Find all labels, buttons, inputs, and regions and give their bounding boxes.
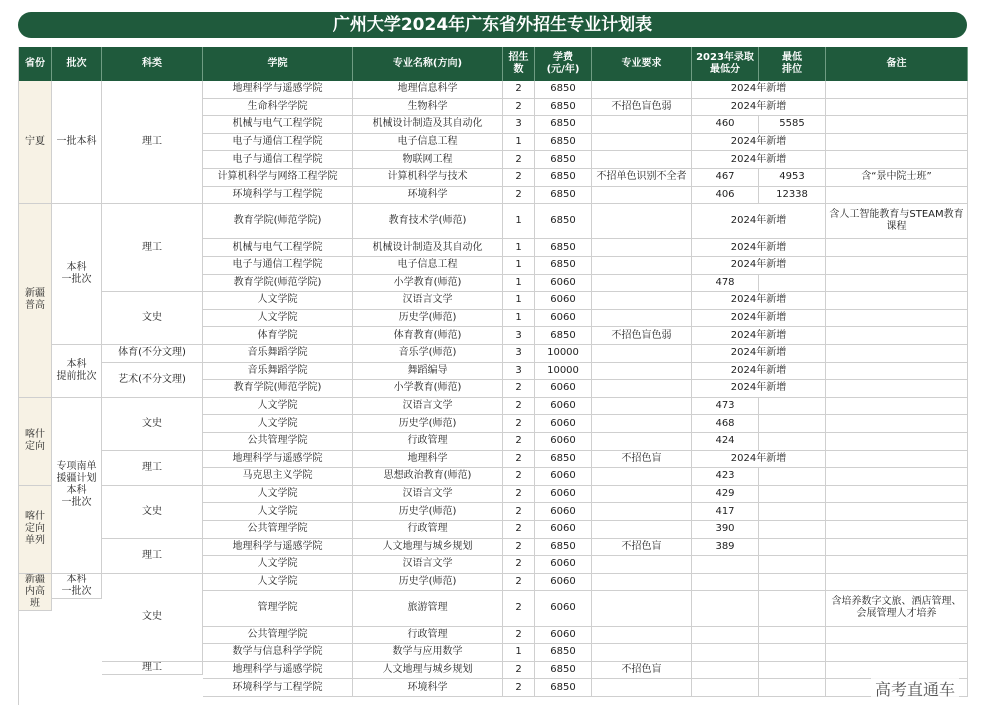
quota-cell: 2 [503,169,535,187]
tuition-cell: 6060 [535,503,592,521]
new-2024-cell: 2024年新增 [692,451,826,469]
category-cell: 艺术(不分文理) [102,363,203,398]
tuition-cell: 6060 [535,468,592,486]
college-cell: 人文学院 [203,503,353,521]
remarks-cell [826,310,968,328]
tuition-cell: 6850 [535,169,592,187]
requirement-cell: 不招单色识别不全者 [592,169,692,187]
quota-cell: 2 [503,468,535,486]
category-cell: 体育(不分文理) [102,345,203,363]
college-cell: 公共管理学院 [203,433,353,451]
min-rank-cell [759,503,826,521]
major-cell: 教育技术学(师范) [353,204,503,239]
requirement-cell [592,398,692,416]
tuition-cell: 6060 [535,380,592,398]
quota-cell: 2 [503,398,535,416]
requirement-cell [592,486,692,504]
college-cell: 地理科学与遥感学院 [203,451,353,469]
quota-cell: 1 [503,204,535,239]
min-score-cell: 417 [692,503,759,521]
major-cell: 计算机科学与技术 [353,169,503,187]
college-cell: 环境科学与工程学院 [203,679,353,697]
major-cell: 历史学(师范) [353,503,503,521]
major-cell: 旅游管理 [353,591,503,626]
major-cell: 历史学(师范) [353,415,503,433]
header-min-score-2023: 2023年录取 最低分 [692,47,759,81]
header-quota: 招生数 [503,47,535,81]
remarks-cell [826,644,968,662]
major-cell: 行政管理 [353,433,503,451]
tuition-cell: 6060 [535,415,592,433]
min-rank-cell [759,539,826,557]
category-cell: 文史 [102,486,203,539]
remarks-cell [826,468,968,486]
min-rank-cell [759,433,826,451]
remarks-cell [826,380,968,398]
quota-cell: 1 [503,239,535,257]
major-cell: 地理信息科学 [353,81,503,99]
college-cell: 人文学院 [203,574,353,592]
quota-cell: 2 [503,81,535,99]
remarks-cell [826,292,968,310]
header-remarks: 备注 [826,47,968,81]
category-cell: 文史 [102,398,203,451]
college-cell: 马克思主义学院 [203,468,353,486]
major-cell: 行政管理 [353,627,503,645]
remarks-cell [826,187,968,205]
college-cell: 体育学院 [203,327,353,345]
remarks-cell [826,257,968,275]
new-2024-cell: 2024年新增 [692,380,826,398]
requirement-cell [592,679,692,697]
tuition-cell: 10000 [535,345,592,363]
min-score-cell: 467 [692,169,759,187]
tuition-cell: 6850 [535,151,592,169]
major-cell: 物联网工程 [353,151,503,169]
major-cell: 数学与应用数学 [353,644,503,662]
requirement-cell [592,151,692,169]
major-cell: 体育教育(师范) [353,327,503,345]
college-cell: 人文学院 [203,310,353,328]
remarks-cell [826,539,968,557]
min-score-cell: 473 [692,398,759,416]
enrollment-plan-table [18,47,968,705]
requirement-cell [592,187,692,205]
college-cell: 机械与电气工程学院 [203,239,353,257]
tuition-cell: 6850 [535,257,592,275]
college-cell: 电子与通信工程学院 [203,257,353,275]
min-rank-cell [759,468,826,486]
college-cell: 生命科学学院 [203,99,353,117]
major-cell: 环境科学 [353,187,503,205]
remarks-cell [826,345,968,363]
tuition-cell: 6060 [535,556,592,574]
college-cell: 地理科学与遥感学院 [203,539,353,557]
quota-cell: 2 [503,521,535,539]
major-cell: 音乐学(师范) [353,345,503,363]
batch-cell: 本科 一批次 [52,574,102,599]
new-2024-cell: 2024年新增 [692,363,826,381]
college-cell: 环境科学与工程学院 [203,187,353,205]
min-score-cell: 389 [692,539,759,557]
new-2024-cell: 2024年新增 [692,151,826,169]
requirement-cell [592,644,692,662]
category-cell: 理工 [102,451,203,486]
remarks-cell [826,451,968,469]
quota-cell: 2 [503,187,535,205]
province-cell: 宁夏 [19,81,52,204]
min-score-cell: 478 [692,275,759,293]
header-requirement: 专业要求 [592,47,692,81]
requirement-cell [592,239,692,257]
requirement-cell [592,556,692,574]
college-cell: 人文学院 [203,415,353,433]
min-score-cell: 406 [692,187,759,205]
college-cell: 人文学院 [203,292,353,310]
college-cell: 地理科学与遥感学院 [203,662,353,680]
tuition-cell: 6850 [535,187,592,205]
min-score-cell: 424 [692,433,759,451]
min-score-cell [692,679,759,697]
remarks-cell: 含人工智能教育与STEAM教育课程 [826,204,968,239]
tuition-cell: 6850 [535,539,592,557]
requirement-cell [592,415,692,433]
header-batch: 批次 [52,47,102,81]
requirement-cell [592,134,692,152]
min-rank-cell [759,574,826,592]
tuition-cell: 6060 [535,486,592,504]
college-cell: 数学与信息科学学院 [203,644,353,662]
remarks-cell [826,239,968,257]
min-score-cell [692,574,759,592]
quota-cell: 2 [503,627,535,645]
college-cell: 管理学院 [203,591,353,626]
major-cell: 电子信息工程 [353,134,503,152]
min-rank-cell [759,275,826,293]
college-cell: 地理科学与遥感学院 [203,81,353,99]
college-cell: 人文学院 [203,556,353,574]
header-min-rank: 最低 排位 [759,47,826,81]
major-cell: 生物科学 [353,99,503,117]
quota-cell: 2 [503,151,535,169]
college-cell: 公共管理学院 [203,627,353,645]
requirement-cell [592,345,692,363]
tuition-cell: 6850 [535,204,592,239]
quota-cell: 2 [503,591,535,626]
college-cell: 计算机科学与网络工程学院 [203,169,353,187]
tuition-cell: 6850 [535,134,592,152]
min-score-cell: 468 [692,415,759,433]
college-cell: 音乐舞蹈学院 [203,345,353,363]
tuition-cell: 10000 [535,363,592,381]
min-rank-cell [759,521,826,539]
new-2024-cell: 2024年新增 [692,99,826,117]
requirement-cell [592,627,692,645]
requirement-cell: 不招色盲色弱 [592,327,692,345]
quota-cell: 2 [503,380,535,398]
min-score-cell: 423 [692,468,759,486]
major-cell: 思想政治教育(师范) [353,468,503,486]
batch-cell: 本科 一批次 [52,204,102,345]
min-rank-cell [759,644,826,662]
quota-cell: 2 [503,539,535,557]
college-cell: 音乐舞蹈学院 [203,363,353,381]
requirement-cell [592,257,692,275]
header-college: 学院 [203,47,353,81]
quota-cell: 2 [503,99,535,117]
new-2024-cell: 2024年新增 [692,327,826,345]
remarks-cell [826,134,968,152]
requirement-cell: 不招色盲 [592,539,692,557]
college-cell: 教育学院(师范学院) [203,204,353,239]
quota-cell: 2 [503,433,535,451]
major-cell: 小学教育(师范) [353,275,503,293]
college-cell: 机械与电气工程学院 [203,116,353,134]
province-cell: 喀什 定向 单列 [19,486,52,574]
tuition-cell: 6060 [535,433,592,451]
remarks-cell [826,521,968,539]
requirement-cell [592,468,692,486]
requirement-cell [592,310,692,328]
min-score-cell: 429 [692,486,759,504]
min-rank-cell [759,556,826,574]
requirement-cell [592,574,692,592]
min-score-cell [692,644,759,662]
quota-cell: 2 [503,679,535,697]
remarks-cell [826,327,968,345]
tuition-cell: 6850 [535,679,592,697]
category-cell: 理工 [102,539,203,574]
major-cell: 机械设计制造及其自动化 [353,116,503,134]
major-cell: 地理科学 [353,451,503,469]
remarks-cell [826,275,968,293]
tuition-cell: 6850 [535,239,592,257]
requirement-cell [592,292,692,310]
new-2024-cell: 2024年新增 [692,204,826,239]
tuition-cell: 6850 [535,99,592,117]
remarks-cell [826,415,968,433]
requirement-cell: 不招色盲 [592,662,692,680]
major-cell: 历史学(师范) [353,574,503,592]
requirement-cell [592,433,692,451]
batch-cell: 专项南单 援疆计划 本科 一批次 [52,398,102,574]
tuition-cell: 6850 [535,116,592,134]
min-rank-cell [759,486,826,504]
major-cell: 机械设计制造及其自动化 [353,239,503,257]
major-cell: 汉语言文学 [353,556,503,574]
remarks-cell [826,556,968,574]
min-score-cell [692,556,759,574]
requirement-cell: 不招色盲色弱 [592,99,692,117]
min-score-cell [692,591,759,626]
tuition-cell: 6060 [535,398,592,416]
remarks-cell [826,116,968,134]
remarks-cell [826,398,968,416]
quota-cell: 2 [503,415,535,433]
quota-cell: 3 [503,116,535,134]
header-province: 省份 [19,47,52,81]
major-cell: 电子信息工程 [353,257,503,275]
min-rank-cell [759,591,826,626]
tuition-cell: 6060 [535,310,592,328]
category-cell: 理工 [102,204,203,292]
quota-cell: 2 [503,451,535,469]
major-cell: 行政管理 [353,521,503,539]
quota-cell: 1 [503,310,535,328]
header-tuition: 学费 (元/年) [535,47,592,81]
remarks-cell [826,433,968,451]
major-cell: 人文地理与城乡规划 [353,539,503,557]
major-cell: 汉语言文学 [353,398,503,416]
tuition-cell: 6060 [535,275,592,293]
batch-cell: 一批本科 [52,81,102,204]
major-cell: 汉语言文学 [353,292,503,310]
quota-cell: 1 [503,275,535,293]
quota-cell: 1 [503,292,535,310]
min-score-cell [692,627,759,645]
min-rank-cell [759,627,826,645]
min-score-cell: 390 [692,521,759,539]
tuition-cell: 6060 [535,574,592,592]
requirement-cell [592,503,692,521]
category-cell: 理工 [102,662,203,675]
category-cell: 理工 [102,81,203,204]
quota-cell: 2 [503,556,535,574]
requirement-cell [592,204,692,239]
quota-cell: 3 [503,345,535,363]
new-2024-cell: 2024年新增 [692,345,826,363]
category-cell: 文史 [102,292,203,345]
min-score-cell: 460 [692,116,759,134]
remarks-cell [826,627,968,645]
min-rank-cell [759,679,826,697]
province-cell: 新疆 内高 班 [19,574,52,611]
remarks-cell: 含“景中院士班” [826,169,968,187]
requirement-cell [592,380,692,398]
tuition-cell: 6850 [535,451,592,469]
province-cell: 新疆 普高 [19,204,52,398]
requirement-cell: 不招色盲 [592,451,692,469]
major-cell: 历史学(师范) [353,310,503,328]
requirement-cell [592,81,692,99]
college-cell: 人文学院 [203,486,353,504]
quota-cell: 2 [503,486,535,504]
remarks-cell [826,99,968,117]
remarks-cell [826,81,968,99]
requirement-cell [592,275,692,293]
remarks-cell: 含培养数字文旅、酒店管理、会展管理人才培养 [826,591,968,626]
quota-cell: 1 [503,134,535,152]
min-score-cell [692,662,759,680]
watermark: 高考直通车 [871,676,959,701]
tuition-cell: 6850 [535,644,592,662]
college-cell: 公共管理学院 [203,521,353,539]
new-2024-cell: 2024年新增 [692,292,826,310]
min-rank-cell: 5585 [759,116,826,134]
remarks-cell [826,151,968,169]
tuition-cell: 6850 [535,81,592,99]
college-cell: 教育学院(师范学院) [203,380,353,398]
requirement-cell [592,363,692,381]
tuition-cell: 6060 [535,292,592,310]
tuition-cell: 6060 [535,591,592,626]
remarks-cell [826,503,968,521]
new-2024-cell: 2024年新增 [692,257,826,275]
min-rank-cell [759,662,826,680]
quota-cell: 2 [503,662,535,680]
quota-cell: 1 [503,644,535,662]
major-cell: 汉语言文学 [353,486,503,504]
category-cell: 文史 [102,574,203,662]
requirement-cell [592,591,692,626]
remarks-cell [826,363,968,381]
college-cell: 人文学院 [203,398,353,416]
tuition-cell: 6850 [535,662,592,680]
major-cell: 舞蹈编导 [353,363,503,381]
major-cell: 环境科学 [353,679,503,697]
new-2024-cell: 2024年新增 [692,134,826,152]
min-rank-cell: 4953 [759,169,826,187]
college-cell: 电子与通信工程学院 [203,151,353,169]
min-rank-cell [759,398,826,416]
quota-cell: 2 [503,503,535,521]
major-cell: 小学教育(师范) [353,380,503,398]
min-rank-cell [759,415,826,433]
remarks-cell [826,574,968,592]
batch-cell: 本科 提前批次 [52,345,102,398]
page-title: 广州大学2024年广东省外招生专业计划表 [18,12,967,38]
new-2024-cell: 2024年新增 [692,239,826,257]
college-cell: 教育学院(师范学院) [203,275,353,293]
remarks-cell [826,486,968,504]
header-major: 专业名称(方向) [353,47,503,81]
header-category: 科类 [102,47,203,81]
major-cell: 人文地理与城乡规划 [353,662,503,680]
min-rank-cell: 12338 [759,187,826,205]
tuition-cell: 6060 [535,627,592,645]
requirement-cell [592,521,692,539]
new-2024-cell: 2024年新增 [692,81,826,99]
quota-cell: 3 [503,327,535,345]
quota-cell: 3 [503,363,535,381]
quota-cell: 1 [503,257,535,275]
requirement-cell [592,116,692,134]
tuition-cell: 6850 [535,327,592,345]
quota-cell: 2 [503,574,535,592]
province-cell: 喀什 定向 [19,398,52,486]
college-cell: 电子与通信工程学院 [203,134,353,152]
tuition-cell: 6060 [535,521,592,539]
new-2024-cell: 2024年新增 [692,310,826,328]
